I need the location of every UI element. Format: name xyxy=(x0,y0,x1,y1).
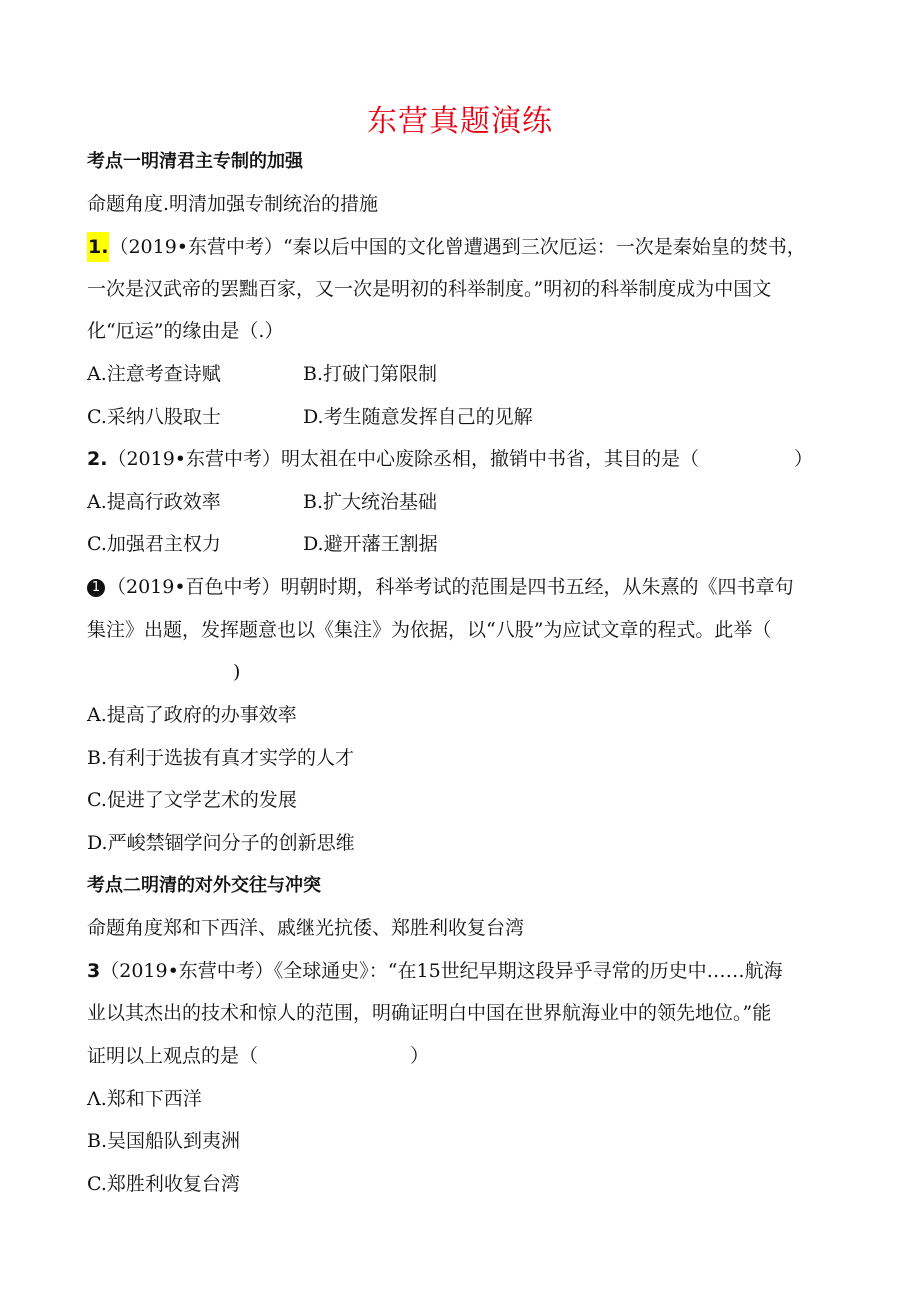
question-1-stem-1: （2019•东营中考）“秦以后中国的文化曾遭遇到三次厄运：一次是秦始皇的焚书， xyxy=(109,236,806,258)
question-2-options-row-2 xyxy=(87,532,847,556)
question-3-option-a: A.提高了政府的办事效率 xyxy=(87,704,297,726)
question-3-option-d: D.严峻禁锢学问分子的创新思维 xyxy=(87,832,355,854)
section-heading-1: 考点一明清君主专制的加强 xyxy=(87,151,303,172)
question-4-stem-1: （2019•东营中考）《全球通史》：“在15世纪早期这段异乎寻常的历史中……航海 xyxy=(100,960,783,982)
question-1-option-a: A.注意考查诗赋 xyxy=(87,363,221,385)
question-2-option-a: A.提高行政效率 xyxy=(87,491,221,513)
question-4-option-b: B.吴国船队到夷洲 xyxy=(87,1130,241,1152)
question-1-options-row-1 xyxy=(87,362,847,386)
question-2-number: 2. xyxy=(87,448,108,470)
question-1-option-c: C.采纳八股取士 xyxy=(87,406,221,428)
question-1-options-row-2 xyxy=(87,405,847,429)
question-1-line-3: 化“厄运”的缘由是（.） xyxy=(87,320,284,342)
question-1-number: 1. xyxy=(87,232,109,262)
question-3-line-3: ) xyxy=(233,661,241,683)
question-3-option-c: C.促进了文学艺术的发展 xyxy=(87,789,297,811)
question-bullet-icon: 1 xyxy=(87,579,105,597)
question-3-line-2: 集注》出题，发挥题意也以《集注》为依据，以“八股”为应试文章的程式。此举（ xyxy=(87,619,772,641)
question-3-line-1 xyxy=(87,575,794,599)
question-1-option-d: D.考生随意发挥自己的见解 xyxy=(303,406,533,428)
question-2-stem: （2019•东营中考）明太祖在中心废除丞相，撤销中书省，其目的是（ ） xyxy=(107,448,814,470)
question-2-option-c: C.加强君主权力 xyxy=(87,533,221,555)
page-title: 东营真题演练 xyxy=(367,104,553,139)
question-2-line-1 xyxy=(87,447,813,471)
question-3-option-b: B.有利于选拔有真才实学的人才 xyxy=(87,747,355,769)
question-1-line-1 xyxy=(87,235,806,259)
section-angle-1: 命题角度.明清加强专制统治的措施 xyxy=(87,193,379,215)
section-heading-2: 考点二明清的对外交往与冲突 xyxy=(87,875,321,896)
question-1-line-2: 一次是汉武帝的罢黜百家，又一次是明初的科举制度。”明初的科举制度成为中国文 xyxy=(87,278,772,300)
question-2-option-d: D.避开藩王割据 xyxy=(303,533,438,555)
question-3-stem-1: （2019•百色中考）明朝时期，科举考试的范围是四书五经，从朱熹的《四书章句 xyxy=(107,576,794,598)
question-4-number: 3 xyxy=(87,960,101,982)
section-angle-2: 命题角度郑和下西洋、戚继光抗倭、郑胜利收复台湾 xyxy=(87,917,525,939)
question-4-line-2: 业以其杰出的技术和惊人的范围，明确证明白中国在世界航海业中的领先地位。”能 xyxy=(87,1002,772,1024)
question-1-option-b: B.打破门第限制 xyxy=(303,363,438,385)
question-4-line-3: 证明以上观点的是（ ） xyxy=(87,1045,430,1067)
question-4-option-a: Λ.郑和下西洋 xyxy=(87,1088,202,1110)
question-2-option-b: B.扩大统治基础 xyxy=(303,491,438,513)
question-2-options-row-1 xyxy=(87,490,847,514)
question-4-option-c: C.郑胜利收复台湾 xyxy=(87,1173,240,1195)
question-4-line-1 xyxy=(87,959,783,983)
